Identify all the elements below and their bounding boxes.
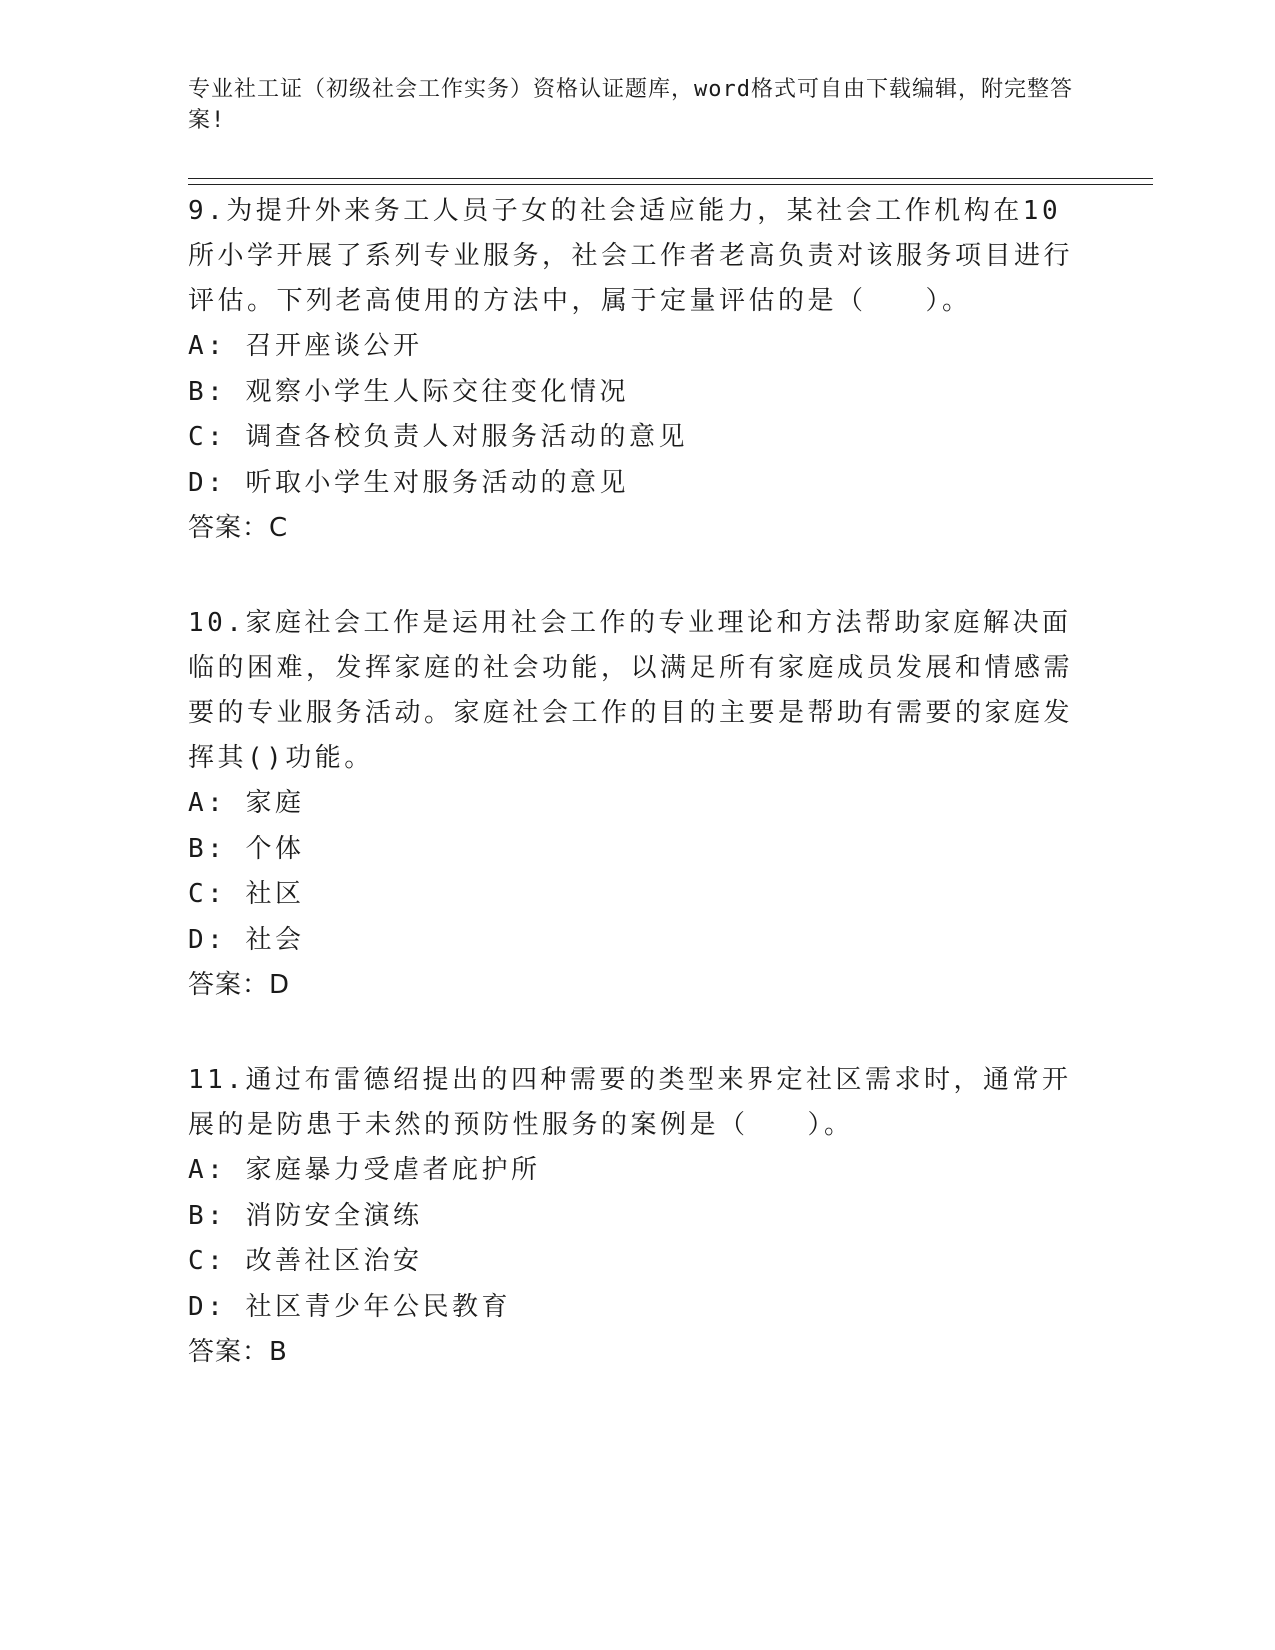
question-text: 10.家庭社会工作是运用社会工作的专业理论和方法帮助家庭解决面临的困难，发挥家庭的社会功能，以满足所有家庭成员发展和情感需要的专业服务活动。家庭社会工作的目的主要是帮助有需要的家庭发挥其()功能。: [188, 608, 1074, 773]
question-10: [188, 601, 1088, 1008]
option-a: A: 家庭: [188, 788, 305, 818]
option-d: D: 社会: [188, 924, 305, 955]
option-b: B: 消防安全演练: [188, 1200, 423, 1231]
question-text: 11.通过布雷德绍提出的四种需要的类型来界定社区需求时，通常开展的是防患于未然的预防性服务的案例是（ ）。: [188, 1065, 1072, 1140]
question-11: [188, 1058, 1088, 1375]
option-b: B: 个体: [188, 833, 305, 864]
option-c: C: 调查各校负责人对服务活动的意见: [188, 422, 688, 452]
header-divider-top: [188, 178, 1153, 179]
question-text: 9.为提升外来务工人员子女的社会适应能力，某社会工作机构在10所小学开展了系列专业服务，社会工作者老高负责对该服务项目进行评估。下列老高使用的方法中，属于定量评估的是（ ）。: [188, 196, 1074, 316]
option-a: A: 家庭暴力受虐者庇护所: [188, 1155, 541, 1185]
answer: 答案：C: [188, 513, 289, 543]
option-d: D: 听取小学生对服务活动的意见: [188, 467, 629, 498]
option-d: D: 社区青少年公民教育: [188, 1291, 511, 1322]
answer: 答案：B: [188, 1337, 288, 1367]
header-divider-bottom: [188, 184, 1153, 185]
option-c: C: 社区: [188, 879, 305, 909]
page-header: 专业社工证（初级社会工作实务）资格认证题库，word格式可自由下载编辑，附完整答案!: [188, 77, 1073, 133]
answer: 答案：D: [188, 970, 291, 1000]
option-a: A: 召开座谈公开: [188, 331, 423, 361]
question-9: [188, 189, 1088, 551]
option-b: B: 观察小学生人际交往变化情况: [188, 376, 629, 407]
option-c: C: 改善社区治安: [188, 1246, 423, 1276]
